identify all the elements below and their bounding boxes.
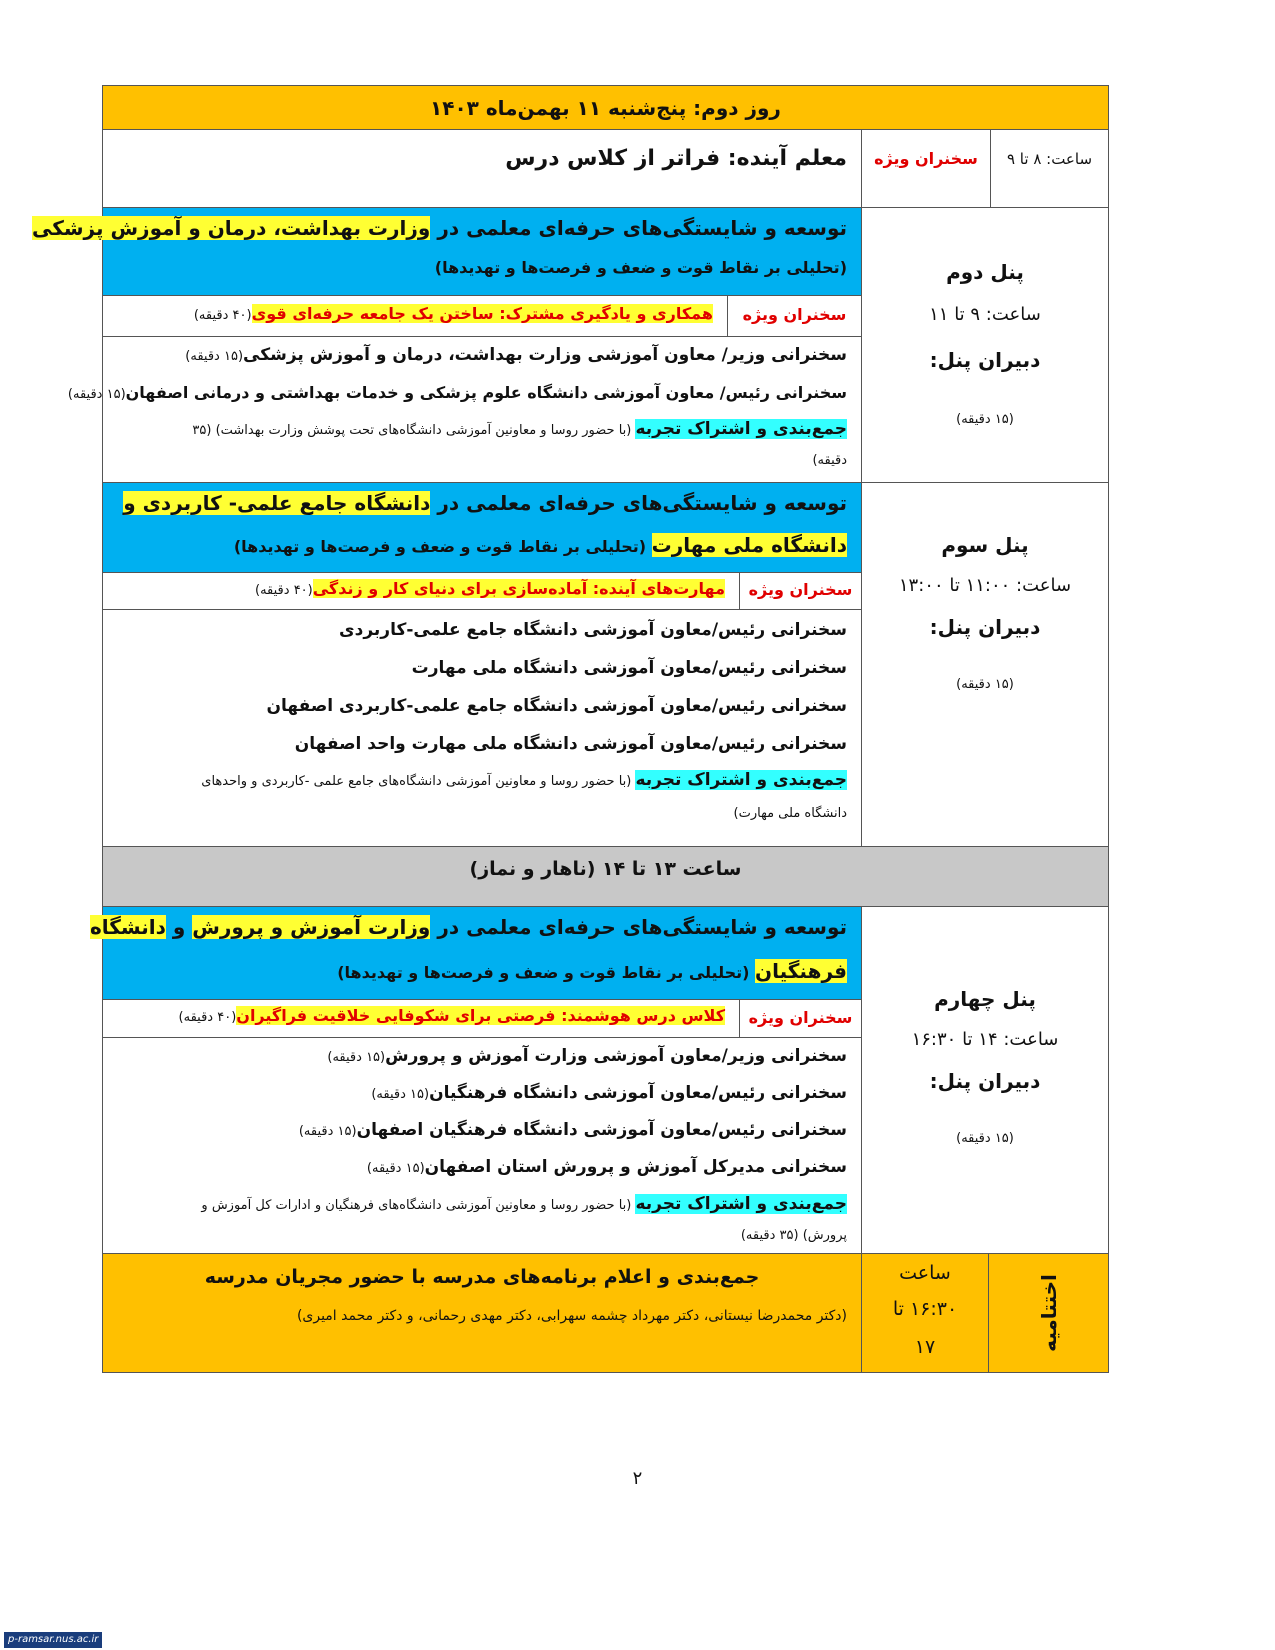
panel4-heading-org2: دانشگاه <box>89 915 166 939</box>
panel2-special-role-cell <box>727 295 862 337</box>
panel4-heading-cell: توسعه و شایستگی‌های حرفه‌ای معلمی در وزارت آموزش و پرورش و دانشگاه فرهنگیان (تحلیلی بر نقاط قوت و ضعف و فرصت‌ها و تهدیدها) <box>102 906 862 1000</box>
list-item: سخنرانی رئیس/معاون آموزشی دانشگاه جامع علمی-کاربردی <box>339 620 847 640</box>
list-item: سخنرانی رئیس/ معاون آموزشی دانشگاه علوم پزشکی و خدمات بهداشتی و درمانی اصفهان(۱۵ دقیقه) <box>67 383 847 402</box>
panel3-heading-text: توسعه و شایستگی‌های حرفه‌ای معلمی در <box>430 491 847 515</box>
panel3-heading-org2: دانشگاه ملی مهارت <box>651 533 847 557</box>
lunch-row <box>102 846 1109 907</box>
list-item: سخنرانی رئیس/معاون آموزشی دانشگاه ملی مهارت <box>411 658 847 678</box>
list-item: سخنرانی رئیس/معاون آموزشی دانشگاه جامع علمی-کاربردی اصفهان <box>266 696 847 716</box>
panel2-special-duration: (۴۰ دقیقه) <box>193 308 252 323</box>
panel4-time: ساعت: ۱۴ تا ۱۶:۳۰ <box>911 1029 1059 1050</box>
panel3-special-role-cell <box>739 572 862 610</box>
panel3-name: پنل سوم <box>941 533 1029 557</box>
day-title: روز دوم: پنج‌شنبه ۱۱ بهمن‌ماه ۱۴۰۳ <box>430 96 781 120</box>
list-item: سخنرانی وزیر/معاون آموزشی وزارت آموزش و پرورش(۱۵ دقیقه) <box>327 1046 847 1066</box>
panel2-special-role: سخنران ویژه <box>742 305 847 324</box>
panel3-secretary-duration: (۱۵ دقیقه) <box>956 677 1014 692</box>
page-number: ۲ <box>632 1468 643 1489</box>
panel2-time: ساعت: ۹ تا ۱۱ <box>929 304 1041 325</box>
panel4-special-topic: کلاس درس هوشمند: فرصتی برای شکوفایی خلاقیت فراگیران <box>236 1006 725 1025</box>
panel3-secretary: دبیران پنل: <box>929 615 1041 639</box>
panel2-secretary: دبیران پنل: <box>929 348 1041 372</box>
keynote-title-cell <box>102 129 862 208</box>
closing-title: جمع‌بندی و اعلام برنامه‌های مدرسه با حضور مجریان مدرسه <box>204 1266 760 1288</box>
panel3-heading-org: دانشگاه جامع علمی- کاربردی و <box>123 491 431 515</box>
keynote-time: ساعت: ۸ تا ۹ <box>1006 150 1093 168</box>
day-header <box>102 85 1109 130</box>
wrap-up-item: جمع‌بندی و اشتراک تجربه (با حضور روسا و معاونین آموزشی دانشگاه‌های فرهنگیان و ادارات کل آموزش و <box>201 1194 847 1214</box>
panel3-talks-cell <box>102 609 862 847</box>
panel4-special-topic-cell <box>102 999 740 1038</box>
panel4-heading-org: وزارت آموزش و پرورش <box>192 915 431 939</box>
wrap-up-note: دقیقه) <box>812 453 847 468</box>
panel2-secretary-duration: (۱۵ دقیقه) <box>956 412 1014 427</box>
wrap-up-note: پرورش) (۳۵ دقیقه) <box>740 1228 847 1243</box>
panel3-special-role: سخنران ویژه <box>748 580 853 599</box>
closing-time-range: ۱۶:۳۰ تا <box>892 1298 958 1320</box>
closing-label: اختتامیه <box>1036 1274 1061 1352</box>
lunch-text: ساعت ۱۳ تا ۱۴ (ناهار و نماز) <box>469 858 742 880</box>
panel2-heading-cell <box>32 207 862 296</box>
panel3-special-topic-cell <box>102 572 740 610</box>
panel4-special-duration: (۴۰ دقیقه) <box>178 1010 237 1025</box>
panel4-secretary: دبیران پنل: <box>929 1069 1041 1093</box>
list-item: سخنرانی مدیرکل آموزش و پرورش استان اصفهان(۱۵ دقیقه) <box>366 1157 847 1177</box>
closing-time-label: ساعت <box>899 1262 951 1284</box>
panel4-info-cell <box>861 906 1109 1254</box>
closing-time-end: ۱۷ <box>914 1336 936 1358</box>
panel2-heading-sub: (تحلیلی بر نقاط قوت و ضعف و فرصت‌ها و تهدیدها) <box>434 258 847 277</box>
panel2-info-cell <box>861 207 1109 483</box>
panel2-name: پنل دوم <box>946 260 1024 284</box>
closing-names: (دکتر محمدرضا نیستانی، دکتر مهرداد چشمه سهرابی، دکتر مهدی رحمانی، و دکتر محمد امیری) <box>296 1308 847 1324</box>
keynote-title: معلم آینده: فراتر از کلاس درس <box>505 146 847 171</box>
panel4-special-role-cell <box>739 999 862 1038</box>
site-logo: p-ramsar.nus.ac.ir <box>4 1632 102 1648</box>
panel4-heading-text: توسعه و شایستگی‌های حرفه‌ای معلمی در <box>430 915 847 939</box>
list-item: سخنرانی رئیس/معاون آموزشی دانشگاه ملی مهارت واحد اصفهان <box>294 734 847 754</box>
panel2-talks-cell <box>67 336 862 483</box>
closing-title-cell <box>102 1253 862 1373</box>
list-item: سخنرانی وزیر/ معاون آموزشی وزارت بهداشت، درمان و آموزش پزشکی(۱۵ دقیقه) <box>185 345 847 365</box>
panel3-heading-sub: (تحلیلی بر نقاط قوت و ضعف و فرصت‌ها و تهدیدها) <box>233 537 652 556</box>
panel2-special-topic-cell <box>102 295 728 337</box>
keynote-time-cell <box>990 129 1109 208</box>
panel3-special-duration: (۴۰ دقیقه) <box>255 583 313 598</box>
panel4-name: پنل چهارم <box>934 987 1036 1011</box>
panel4-heading-sub: (تحلیلی بر نقاط قوت و ضعف و فرصت‌ها و تهدیدها) <box>337 963 756 982</box>
wrap-up-note: دانشگاه ملی مهارت) <box>733 806 847 821</box>
panel3-info-cell <box>861 482 1109 847</box>
closing-time-cell <box>861 1253 989 1373</box>
wrap-up-item: جمع‌بندی و اشتراک تجربه (با حضور روسا و معاونین آموزشی دانشگاه‌های جامع علمی -کاربردی و واحدهای <box>201 770 847 790</box>
panel4-talks-cell <box>102 1037 862 1254</box>
panel3-special-topic: مهارت‌های آینده: آماده‌سازی برای دنیای کار و زندگی <box>312 579 725 598</box>
panel3-heading-cell <box>102 482 862 573</box>
panel3-time: ساعت: ۱۱:۰۰ تا ۱۳:۰۰ <box>898 575 1072 596</box>
panel4-special-role: سخنران ویژه <box>748 1008 853 1027</box>
list-item: سخنرانی رئیس/معاون آموزشی دانشگاه فرهنگیان اصفهان(۱۵ دقیقه) <box>298 1120 847 1140</box>
panel2-special-topic: همکاری و یادگیری مشترک: ساختن یک جامعه حرفه‌ای قوی <box>251 304 713 323</box>
wrap-up-item: جمع‌بندی و اشتراک تجربه (با حضور روسا و معاونین آموزشی دانشگاه‌های تحت پوشش وزارت بهداشت) (۳۵ <box>192 419 847 439</box>
panel4-secretary-duration: (۱۵ دقیقه) <box>956 1131 1014 1146</box>
closing-label-cell <box>988 1253 1109 1373</box>
list-item: سخنرانی رئیس/معاون آموزشی دانشگاه فرهنگیان(۱۵ دقیقه) <box>371 1083 847 1103</box>
panel2-heading-text: توسعه و شایستگی‌های حرفه‌ای معلمی در <box>430 216 847 240</box>
keynote-role: سخنران ویژه <box>874 149 978 168</box>
panel2-heading-org: وزارت بهداشت، درمان و آموزش پزشکی <box>32 216 431 240</box>
keynote-role-cell <box>861 129 991 208</box>
panel4-heading-org3: فرهنگیان <box>755 959 847 983</box>
